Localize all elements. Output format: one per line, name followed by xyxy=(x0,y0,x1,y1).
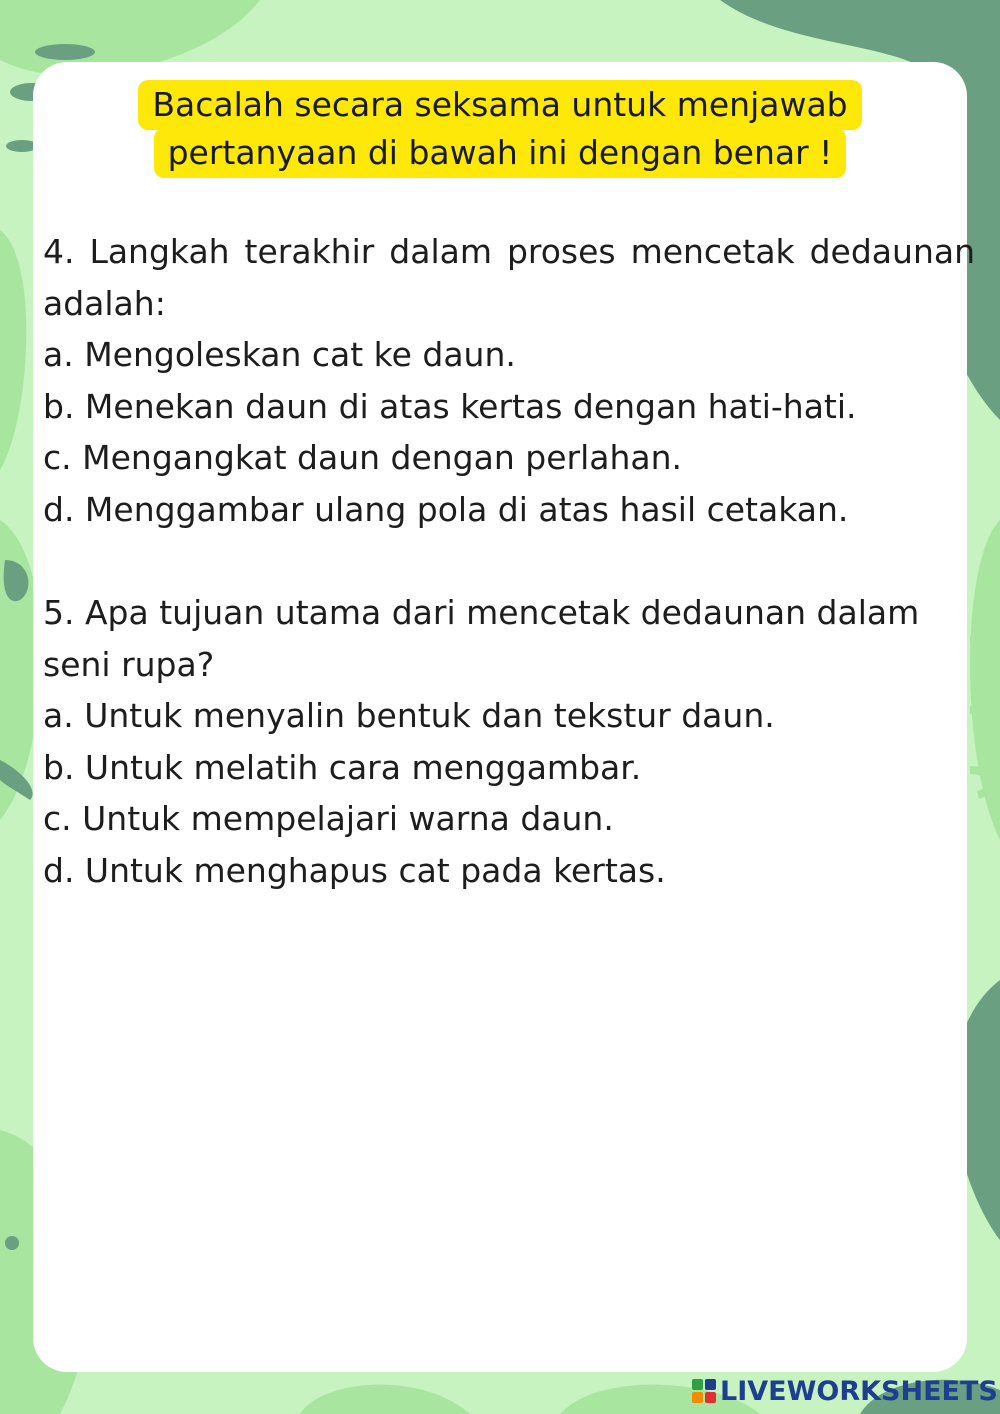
questions-list xyxy=(43,226,975,896)
instruction-line-2: pertanyaan di bawah ini dengan benar ! xyxy=(154,128,847,178)
question-4 xyxy=(43,226,975,535)
question-text: 4. Langkah terakhir dalam proses mencetak dedaunan adalah: xyxy=(43,232,975,323)
option-d: d. Menggambar ulang pola di atas hasil cetakan. xyxy=(43,489,849,529)
question-text: 5. Apa tujuan utama dari mencetak dedaunan dalam seni rupa? xyxy=(43,593,920,684)
option-a: a. Mengoleskan cat ke daun. xyxy=(43,335,516,374)
question-5 xyxy=(43,587,975,896)
option-c: c. Mengangkat daun dengan perlahan. xyxy=(43,438,683,477)
liveworksheets-logo[interactable] xyxy=(692,1374,998,1408)
option-a: a. Untuk menyalin bentuk dan tekstur daun. xyxy=(43,696,775,735)
option-d: d. Untuk menghapus cat pada kertas. xyxy=(43,850,666,890)
instruction-banner xyxy=(0,80,1000,178)
option-c: c. Untuk mempelajari warna daun. xyxy=(43,799,614,838)
instruction-line-1: Bacalah secara seksama untuk menjawab xyxy=(138,80,861,130)
option-b: b. Menekan daun di atas kertas dengan hati-hati. xyxy=(43,386,857,426)
liveworksheets-grid-icon xyxy=(692,1379,716,1403)
logo-text: LIVEWORKSHEETS xyxy=(720,1375,998,1407)
option-b: b. Untuk melatih cara menggambar. xyxy=(43,747,642,787)
